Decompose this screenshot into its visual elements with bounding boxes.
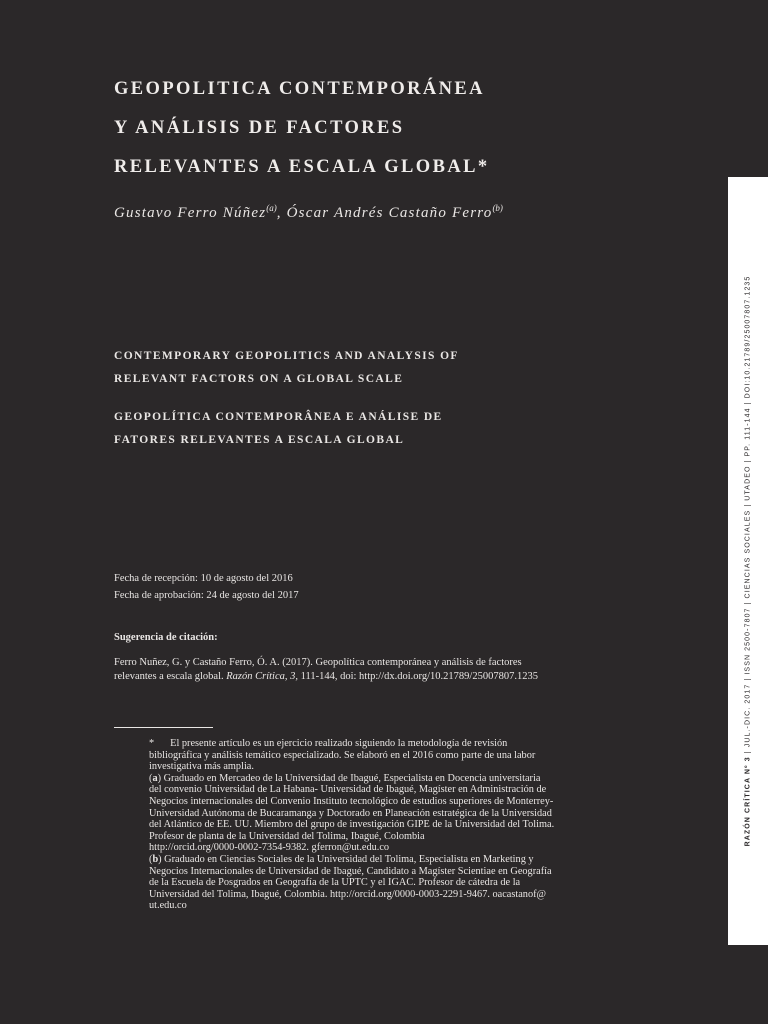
approved-date: Fecha de aprobación: 24 de agosto del 2017: [114, 590, 299, 601]
footnote-a: (a) Graduado en Mercadeo de la Universidad de Ibagué, Especialista en Docencia universitaria del convenio Universidad de La Habana- Universidad de Ibagué, Magíster en Administración de Negocios internacionales del Convenio Instituto tecnológico de estudios superiores de Monterrey- Universidad Autónoma de Bucaramanga y Doctorado en Planeación estratégica de la Universidad del Atlántico de EE. UU. Miembro del grupo de investigación GIPE de la Universidad del Tolima. Profesor de planta de la Universidad del Tolima, Ibagué, Colombia http://orcid.org/0000-0002-7354-9382. gferron@ut.edu.co: [149, 773, 649, 854]
english-title-line-2: RELEVANT FACTORS ON A GLOBAL SCALE: [114, 373, 404, 385]
footnote-star-line: bibliográfica y análisis temático especializado. Se elaboró en el 2016 como parte de una labor: [149, 749, 536, 761]
citation-doi: 111-144, doi: http://dx.doi.org/10.21789/25007807.1235: [298, 671, 538, 682]
title-line-1: GEOPOLITICA CONTEMPORÁNEA: [114, 79, 485, 99]
footnote-a-label: a: [152, 772, 158, 784]
citation-line-2-start: relevantes a escala global.: [114, 671, 227, 682]
footnotes: [149, 738, 649, 912]
citation-heading: Sugerencia de citación:: [114, 632, 218, 643]
footnote-a-line: Graduado en Mercadeo de la Universidad de Ibagué, Especialista en Docencia universitaria: [161, 772, 541, 784]
footnote-star-line: El presente artículo es un ejercicio realizado siguiendo la metodología de revisión: [170, 738, 508, 749]
footnote-a-line: del convenio Universidad de La Habana- Universidad de Ibagué, Magíster en Administración de: [149, 784, 547, 796]
english-title-line-1: CONTEMPORARY GEOPOLITICS AND ANALYSIS OF: [114, 350, 459, 362]
footnote-star: [149, 738, 649, 773]
footnote-star-mark: *: [149, 738, 155, 749]
footnote-a-line: Profesor de planta de la Universidad del Tolima, Ibagué, Colombia: [149, 830, 425, 842]
footnote-a-line: http://orcid.org/0000-0002-7354-9382. gferron@ut.edu.co: [149, 842, 390, 854]
footnote-b-line: Negocios Internacionales de Universidad de Ibagué, Candidato a Magíster Scientiae en Geografía: [149, 865, 552, 877]
journal-side-tab: [728, 177, 768, 945]
author-separator: ,: [276, 205, 287, 221]
submission-dates: [114, 570, 299, 604]
portuguese-title: [114, 406, 674, 452]
footnote-b-line: Graduado en Ciencias Sociales de la Universidad del Tolima, Especialista en Marketing y: [161, 853, 534, 865]
footnote-star-line: investigativa más amplia.: [149, 761, 254, 773]
article-title: [114, 70, 674, 187]
author-2-affiliation-mark: (b): [492, 203, 503, 213]
journal-side-tab-text: [745, 276, 752, 847]
title-line-2: Y ANÁLISIS DE FACTORES: [114, 118, 405, 138]
citation-text: [114, 656, 614, 684]
footnote-b-line: Universidad del Tolima, Ibagué, Colombia. http://orcid.org/0000-0003-2291-9467. oacastanof@: [149, 888, 547, 900]
footnote-b: (b) Graduado en Ciencias Sociales de la Universidad del Tolima, Especialista en Marketing y Negocios Internacionales de Universidad de Ibagué, Candidato a Magíster Scientiae en Geografía de la Escuela de Posgrados en Geografía de la UPTC y el IGAC. Profesor de cátedra de la Universidad del Tolima, Ibagué, Colombia. http://orcid.org/0000-0003-2291-9467. oacastanof@ ut.edu.co: [149, 854, 649, 912]
author-2: Óscar Andrés Castaño Ferro: [286, 205, 493, 221]
footnote-a-line: Universidad Autónoma de Bucaramanga y Doctorado en Planeación estratégica de la Universidad: [149, 807, 552, 819]
english-title: [114, 345, 674, 391]
footnote-a-line: del Atlántico de EE. UU. Miembro del grupo de investigación GIPE de la Universidad del Tolima.: [149, 819, 555, 831]
journal-issue-info: | JUL.-DIC. 2017 | ISSN 2500-7807 | CIENCIAS SOCIALES | UTADEO | PP. 111-144 | DOI:10.21789/25007807.1235: [744, 275, 752, 757]
citation-line-1: Ferro Nuñez, G. y Castaño Ferro, Ó. A. (2017). Geopolítica contemporánea y análisis de factores: [114, 657, 522, 668]
citation-journal: Razón Crítica, 3,: [226, 671, 298, 682]
title-line-3: RELEVANTES A ESCALA GLOBAL*: [114, 157, 490, 177]
author-1-affiliation-mark: (a): [266, 203, 277, 213]
received-date: Fecha de recepción: 10 de agosto del 2016: [114, 573, 293, 584]
portuguese-title-line-2: FATORES RELEVANTES A ESCALA GLOBAL: [114, 434, 405, 446]
author-line: [114, 203, 503, 222]
footnote-a-line: Negocios internacionales del Convenio Instituto tecnológico de estudios superiores de Monterrey-: [149, 795, 554, 807]
author-1: Gustavo Ferro Núñez: [114, 205, 267, 221]
footnote-b-label: b: [152, 853, 159, 865]
footnote-b-line: de la Escuela de Posgrados en Geografía de la UPTC y el IGAC. Profesor de cátedra de la: [149, 877, 521, 889]
citation-line-2: [114, 670, 614, 684]
journal-name: RAZÓN CRÍTICA Nº 3: [744, 756, 752, 847]
footnote-divider: [114, 727, 213, 728]
portuguese-title-line-1: GEOPOLÍTICA CONTEMPORÂNEA E ANÁLISE DE: [114, 411, 443, 423]
footnote-b-line: ut.edu.co: [149, 900, 187, 912]
